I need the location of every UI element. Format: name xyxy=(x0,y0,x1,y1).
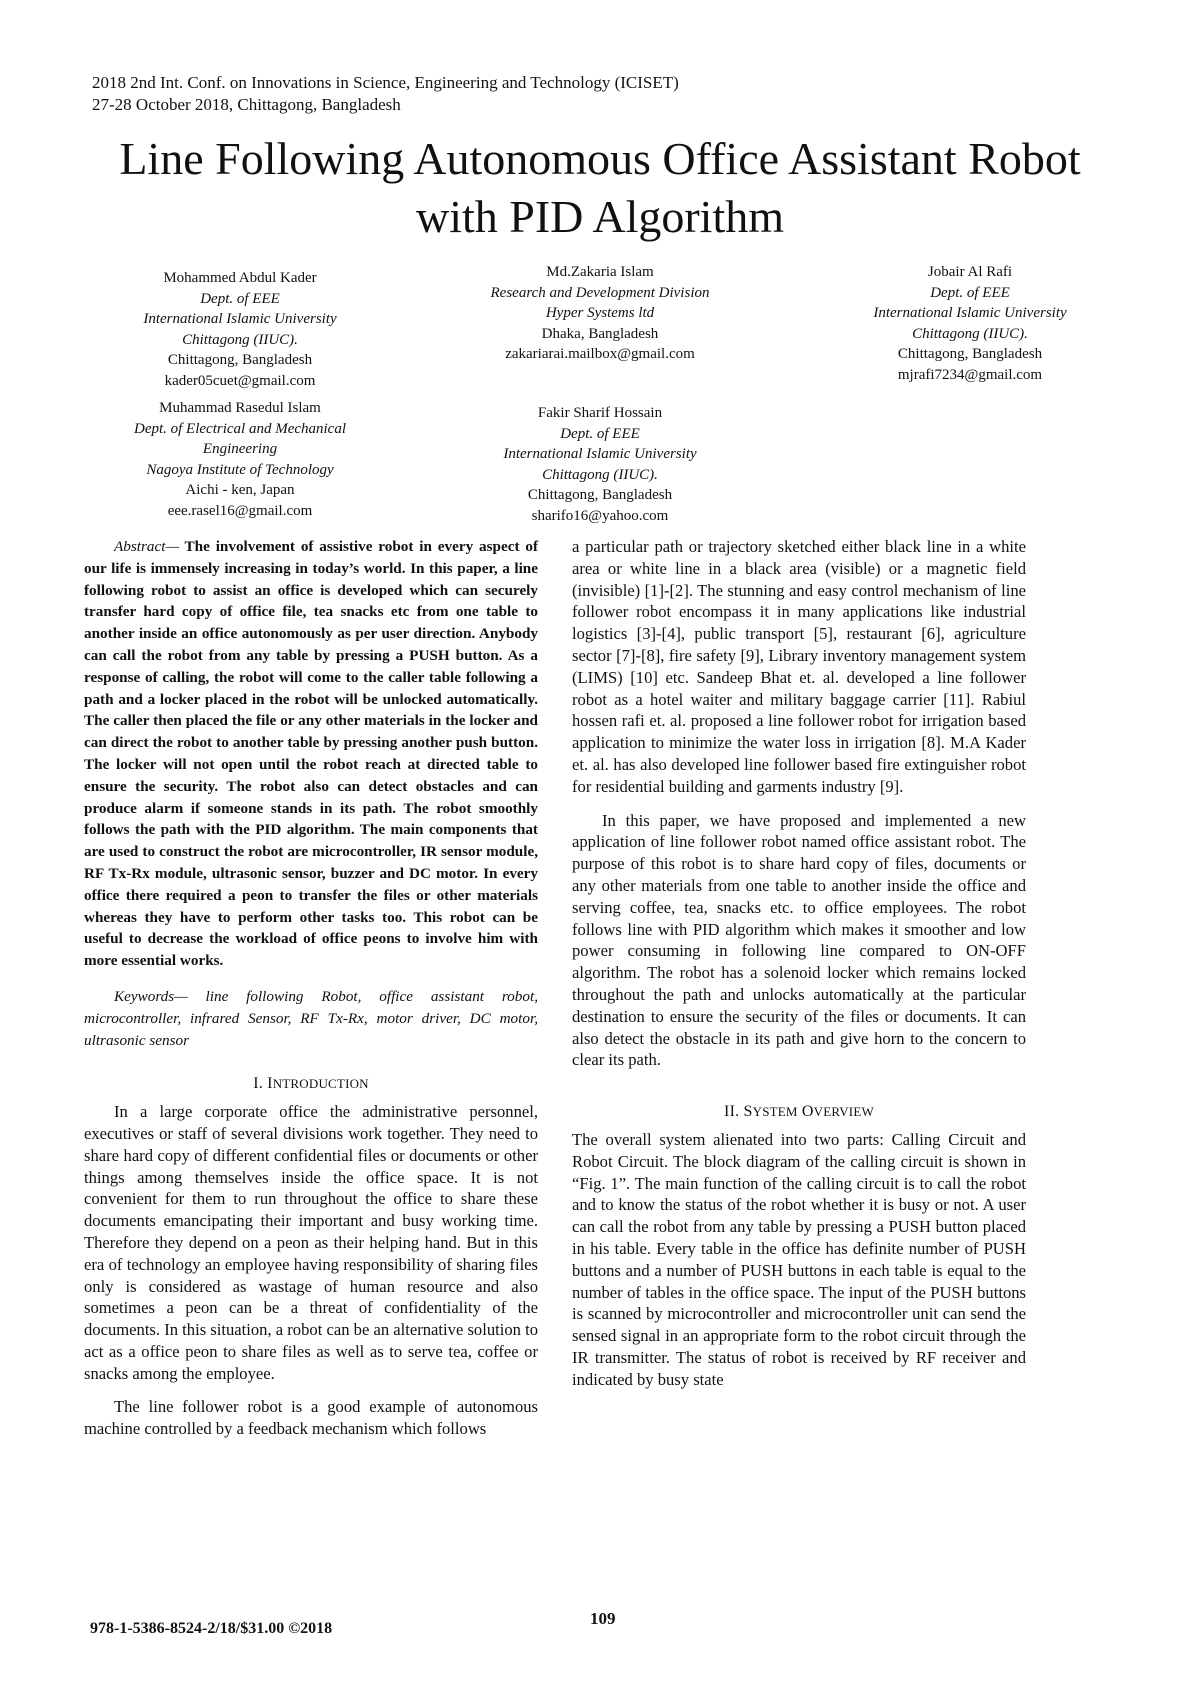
left-column xyxy=(84,536,538,1440)
author-org: Nagoya Institute of Technology xyxy=(146,461,334,478)
author-email: eee.rasel16@gmail.com xyxy=(167,502,313,519)
author-dept: Dept. of EEE xyxy=(930,284,1010,301)
section-title-rest: NTRODUCTION xyxy=(272,1076,369,1092)
conference-date-line: 27-28 October 2018, Chittagong, Bangladesh xyxy=(92,95,401,114)
intro-paragraph: In a large corporate office the administrative personnel, executives or staff of several divisions work together. They need to share hard copy of different confidential files or documents or other things among themselves inside the office space. It is not convenient for them to run throughout the office to share these documents emancipating their important and busy working time. Therefore they depend on a peon as their helping hand. But in this era of technology an employee having responsibility of sharing files only is considered as wastage of human resource and also sometimes a peon can be a threat of confidentiality of the documents. In this situation, a robot can be an alternative solution to act as a office peon to share files as well as to serve tea, coffee or snacks among the employee. xyxy=(84,1102,538,1383)
section-title-initial: S xyxy=(743,1103,753,1121)
title-line: with PID Algorithm xyxy=(415,191,785,242)
author-email: sharifo16@yahoo.com xyxy=(531,507,669,524)
author-dept: Engineering xyxy=(202,441,278,457)
author-block xyxy=(450,403,750,526)
keywords xyxy=(84,986,538,1051)
author-city: Chittagong, Bangladesh xyxy=(167,352,313,368)
author-block xyxy=(90,268,390,391)
intro-paragraph-continued: a particular path or trajectory sketched either black line in a white area or white line in a black area (visible) or a magnetic field (invisible) [1]-[2]. The stunning and easy control mechanism of line follower robot encompass it in many applications like industrial logistics [3]-[4], public transport [5], restaurant [6], agriculture sector [7]-[8], fire safety [9], Library inventory management system (LIMS) [10] etc. Sandeep Bhat et. al. developed a line follower robot as a hotel waiter and military baggage carrier [11]. Rabiul hossen rafi et. al. proposed a line follower robot for irrigation based application to minimize the water loss in irrigation [8]. M.A Kader et. al. has also developed line follower based fire extinguisher robot for residential building and garments industry [9]. xyxy=(572,537,1026,796)
author-org: Hyper Systems ltd xyxy=(545,305,655,321)
author-city: Aichi - ken, Japan xyxy=(185,482,295,498)
section-heading-system-overview xyxy=(572,1101,1026,1123)
conference-header xyxy=(92,72,679,116)
author-org: Chittagong (IIUC). xyxy=(542,466,658,483)
author-block xyxy=(425,262,775,365)
author-city: Dhaka, Bangladesh xyxy=(541,325,659,342)
author-name: Fakir Sharif Hossain xyxy=(537,405,663,421)
conference-line: 2018 2nd Int. Conf. on Innovations in Science, Engineering and Technology (ICISET) xyxy=(92,73,679,92)
intro-paragraph: In this paper, we have proposed and implemented a new application of line follower robot named office assistant robot. The purpose of this robot is to share hard copy of files, documents or any other materials from one table to another inside the office and serving coffee, tea, snacks etc. to office employees. The robot follows line with PID algorithm which makes it smoother and low power consuming in following line compared to ON-OFF algorithm. The robot has a solenoid locker which remains locked throughout the path and unlocks automatically at the particular destination to ensure the security of the files or documents. It can also detect the obstacle in its path and give horn to the concern to clear its path. xyxy=(572,810,1026,1070)
title-line: Line Following Autonomous Office Assistant Robot xyxy=(119,133,1081,184)
abstract-text: The involvement of assistive robot in every aspect of our life is immensely increasing in today’s world. In this paper, a line following robot to assist an office is developed which can securely transfer hard copy of office file, tea snacks etc from one table to another inside an office autonomously as per user direction. Anybody can call the robot from any table by pressing a PUSH button. As a response of calling, the robot will come to the caller table following a path and a locker placed in the robot will be unlocked automatically. The caller then placed the file or any other materials in the locker and can direct the robot to another table by pressing another push button. The locker will not open until the robot reach at directed table to ensure the security. The robot also can detect obstacles and can produce alarm if someone stands in its path. The robot smoothly follows the path with the PID algorithm. The main components that are used to construct the robot are microcontroller, IR sensor module, RF Tx-Rx module, ultrasonic sensor, buzzer and DC motor. In every office there required a peon to transfer the files or other materials whereas they have to perform other tasks too. This robot can be useful to decrease the workload of office peons to involve him with more essential works. xyxy=(84,538,538,970)
author-org: International Islamic University xyxy=(143,311,337,327)
author-dept: Research and Development Division xyxy=(490,284,710,301)
author-name: Muhammad Rasedul Islam xyxy=(159,400,321,416)
isbn-footer: 978-1-5386-8524-2/18/$31.00 ©2018 xyxy=(90,1620,333,1637)
section-title-initial: I xyxy=(267,1075,273,1093)
author-block xyxy=(820,262,1120,385)
keywords-text: line following Robot, office assistant robot, microcontroller, infrared Sensor, RF Tx-Rx, motor driver, DC motor, ultrasonic sensor xyxy=(84,987,538,1049)
author-name: Jobair Al Rafi xyxy=(927,264,1013,280)
page-number: 109 xyxy=(590,1609,616,1628)
author-email: kader05cuet@gmail.com xyxy=(164,372,316,389)
author-org: International Islamic University xyxy=(503,446,697,462)
right-column xyxy=(572,536,1026,1390)
author-dept: Dept. of Electrical and Mechanical xyxy=(133,420,347,437)
author-email: mjrafi7234@gmail.com xyxy=(897,366,1043,383)
author-city: Chittagong, Bangladesh xyxy=(527,487,673,503)
author-org: Chittagong (IIUC). xyxy=(182,331,298,348)
author-name: Mohammed Abdul Kader xyxy=(163,270,317,286)
abstract xyxy=(84,536,538,972)
intro-paragraph-start: The line follower robot is a good example of autonomous machine controlled by a feedback mechanism which follows xyxy=(84,1397,538,1439)
section-heading-introduction xyxy=(84,1073,538,1095)
author-block xyxy=(80,398,400,521)
author-dept: Dept. of EEE xyxy=(200,290,280,307)
author-org: Chittagong (IIUC). xyxy=(912,325,1028,342)
author-org: International Islamic University xyxy=(873,305,1067,321)
keywords-label: Keywords— xyxy=(114,987,188,1005)
section-title-rest: VERVIEW xyxy=(813,1104,874,1120)
section-number: I. xyxy=(253,1075,263,1093)
section-number: II. xyxy=(724,1103,740,1121)
abstract-label: Abstract— xyxy=(114,538,179,555)
section-title-rest: YSTEM xyxy=(752,1104,798,1120)
author-name: Md.Zakaria Islam xyxy=(546,264,654,280)
paper-title xyxy=(60,130,1140,246)
section-title-initial: O xyxy=(801,1103,814,1121)
overview-paragraph: The overall system alienated into two parts: Calling Circuit and Robot Circuit. The block diagram of the calling circuit is shown in “Fig. 1”. The main function of the calling circuit is to call the robot and to know the status of the robot whether it is busy or not. A user can call the robot from any table by pressing a PUSH button placed in his table. Every table in the office has definite number of PUSH buttons and a number of PUSH buttons in each table is equal to the number of tables in the office space. The input of the PUSH buttons is scanned by microcontroller and microcontroller unit can send the sensed signal in an appropriate form to the robot circuit through the IR transmitter. The status of robot is received by RF receiver and indicated by busy state xyxy=(572,1129,1026,1389)
author-email: zakariarai.mailbox@gmail.com xyxy=(505,346,695,362)
author-city: Chittagong, Bangladesh xyxy=(897,346,1043,362)
author-dept: Dept. of EEE xyxy=(560,425,640,442)
